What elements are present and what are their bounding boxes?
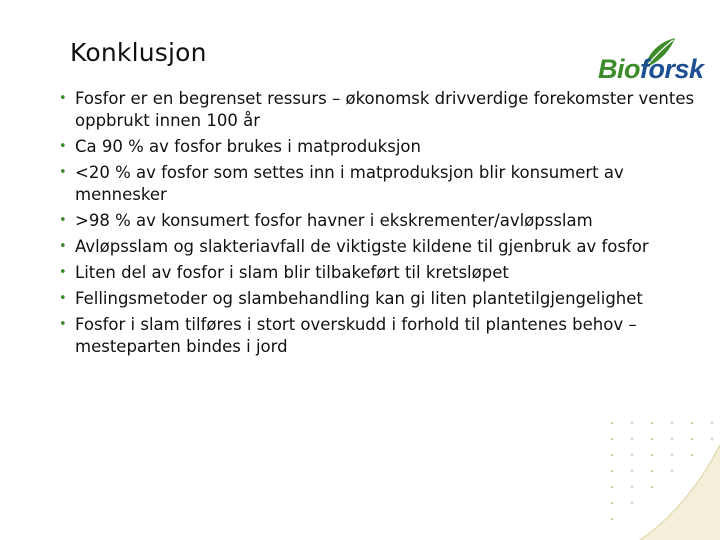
bullet-icon: • (59, 317, 67, 332)
bullet-icon: • (59, 239, 67, 254)
bullet-text: Fosfor i slam tilføres i stort overskudd i forhold til plantenes behov – mesteparten bindes i jord (75, 315, 637, 356)
bullet-icon: • (59, 291, 67, 306)
bullet-text: <20 % av fosfor som settes inn i matproduksjon blir konsumert av mennesker (75, 163, 624, 204)
bullet-icon: • (59, 265, 67, 280)
bullet-text: >98 % av konsumert fosfor havner i ekskrementer/avløpsslam (75, 211, 593, 230)
logo-text-bio: Bio (598, 54, 640, 84)
bullet-icon: • (59, 91, 67, 106)
bullet-item (57, 136, 697, 158)
bullet-item (57, 314, 697, 358)
bullet-item (57, 88, 697, 132)
bullet-icon: • (59, 213, 67, 228)
bullet-list (57, 88, 697, 362)
bullet-icon: • (59, 139, 67, 154)
slide-title: Konklusjon (70, 38, 207, 67)
logo-text-forsk: forsk (640, 54, 704, 84)
logo-text (598, 56, 704, 83)
bullet-text: Fellingsmetoder og slambehandling kan gi liten plantetilgjengelighet (75, 289, 643, 308)
bullet-icon: • (59, 165, 67, 180)
bullet-text: Ca 90 % av fosfor brukes i matproduksjon (75, 137, 421, 156)
bioforsk-logo (595, 36, 705, 96)
bullet-item (57, 162, 697, 206)
bullet-item (57, 210, 697, 232)
bullet-item (57, 262, 697, 284)
bullet-item (57, 288, 697, 310)
bullet-text: Liten del av fosfor i slam blir tilbakeført til kretsløpet (75, 263, 509, 282)
bullet-text: Avløpsslam og slakteriavfall de viktigste kildene til gjenbruk av fosfor (75, 237, 649, 256)
bullet-item (57, 236, 697, 258)
bullet-text: Fosfor er en begrenset ressurs – økonomsk drivverdige forekomster ventes oppbrukt innen 100 år (75, 89, 695, 130)
page-curl-decoration (600, 415, 720, 540)
